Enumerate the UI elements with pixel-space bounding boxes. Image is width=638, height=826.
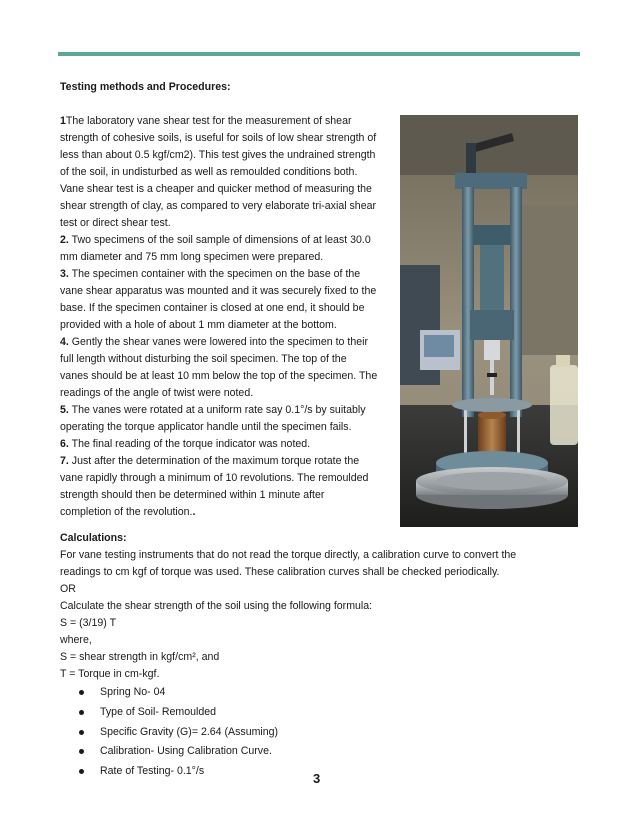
step-number: 5. — [60, 404, 69, 416]
step-1-line-3: less than about 0.5 kgf/cm2). This test gives the undrained strength — [60, 149, 376, 161]
calc-line-3: OR — [60, 583, 76, 595]
step-3-line-2: vane shear apparatus was mounted and it was securely fixed to the — [60, 285, 377, 297]
step-2-line-2: mm diameter and 75 mm long specimen were prepared. — [60, 251, 324, 263]
calc-line-7: S = shear strength in kgf/cm², and — [60, 651, 220, 663]
list-item — [74, 742, 278, 762]
step-text: The specimen container with the specimen on the base of the — [71, 268, 361, 280]
step-1-line-2: strength of cohesive soils, is useful for soils of low shear strength of — [60, 132, 377, 144]
step-7-line-4 — [60, 504, 195, 521]
step-number: 6. — [60, 438, 69, 450]
list-item-text: Spring No- 04 — [100, 686, 166, 698]
step-2-line-1 — [60, 232, 371, 249]
step-text: The final reading of the torque indicator was noted. — [71, 438, 311, 450]
vane-shear-apparatus-image — [400, 115, 578, 527]
bullet-icon — [79, 710, 84, 715]
step-6-line-1 — [60, 436, 310, 453]
page-number: 3 — [313, 771, 321, 786]
list-item-text: Rate of Testing- 0.1°/s — [100, 765, 205, 778]
step-1-line-1 — [60, 113, 352, 130]
step-4-line-4: readings of the angle of twist were noted. — [60, 387, 254, 399]
list-item-text: Calibration- Using Calibration Curve. — [100, 745, 272, 758]
step-number: 1 — [60, 115, 66, 127]
step-text: Just after the determination of the maximum torque rotate the — [71, 455, 360, 467]
calc-line-6: where, — [60, 634, 92, 646]
list-item — [74, 703, 278, 723]
step-5-line-1 — [60, 402, 366, 419]
calc-line-4: Calculate the shear strength of the soil using the following formula: — [60, 600, 373, 612]
step-4-line-1 — [60, 334, 368, 351]
step-3-line-3: base. If the specimen container is closed at one end, it should be — [60, 302, 365, 314]
step-number: 4. — [60, 336, 69, 348]
step-1-line-6: shear strength of clay, as compared to very elaborate tri-axial shear — [60, 200, 377, 212]
step-text: Gently the shear vanes were lowered into the specimen to their — [71, 336, 368, 348]
list-item-text: Specific Gravity (G)= 2.64 (Assuming) — [100, 725, 279, 738]
section-heading-calculations: Calculations: — [60, 532, 127, 544]
calc-line-2: readings to cm kgf of torque was used. These calibration curves shall be checked periodically. — [60, 566, 500, 578]
step-text: Two specimens of the soil sample of dimensions of at least 30.0 — [68, 234, 371, 246]
step-1-line-4: of the soil, in undisturbed as well as remoulded conditions both. — [60, 166, 358, 178]
step-number: 7. — [60, 455, 69, 467]
vane-shear-apparatus-photo — [400, 115, 578, 527]
bullet-icon — [79, 690, 84, 695]
calc-line-1: For vane testing instruments that do not read the torque directly, a calibration curve to convert the — [60, 549, 517, 561]
list-item — [74, 683, 278, 703]
list-item — [74, 723, 278, 743]
step-7-line-3: strength should then be determined within 1 minute after — [60, 489, 325, 501]
step-text: completion of the revolution. — [60, 506, 193, 518]
test-parameters-list — [74, 683, 278, 782]
bullet-icon — [79, 730, 84, 735]
list-item — [74, 762, 278, 782]
calc-line-8: T = Torque in cm-kgf. — [60, 668, 160, 680]
step-7-line-1 — [60, 453, 359, 470]
step-1-line-7: test or direct shear test. — [60, 217, 171, 229]
bullet-icon — [79, 749, 84, 754]
step-1-line-5: Vane shear test is a cheaper and quicker method of measuring the — [60, 183, 372, 195]
list-item-text: Type of Soil- Remoulded — [100, 705, 217, 718]
step-3-line-1 — [60, 266, 360, 283]
step-3-line-4: provided with a hole of about 1 mm diameter at the bottom. — [60, 319, 337, 331]
section-heading-methods: Testing methods and Procedures: — [60, 81, 231, 93]
formula-line: S = (3/19) T — [60, 617, 117, 629]
step-4-line-3: vanes should be at least 10 mm below the top of the specimen. The — [60, 370, 378, 382]
step-5-line-2: operating the torque applicator handle until the specimen fails. — [60, 421, 352, 433]
step-end-mark: . — [192, 506, 196, 518]
step-4-line-2: full length without disturbing the soil specimen. The top of the — [60, 353, 347, 365]
step-text: The laboratory vane shear test for the measurement of shear — [65, 115, 352, 127]
step-text: The vanes were rotated at a uniform rate say 0.1°/s by suitably — [71, 404, 366, 416]
step-7-line-2: vane rapidly through a minimum of 10 revolutions. The remoulded — [60, 472, 369, 484]
header-rule — [58, 52, 580, 56]
bullet-icon — [79, 769, 84, 774]
step-number: 2. — [60, 234, 69, 246]
step-number: 3. — [60, 268, 69, 280]
